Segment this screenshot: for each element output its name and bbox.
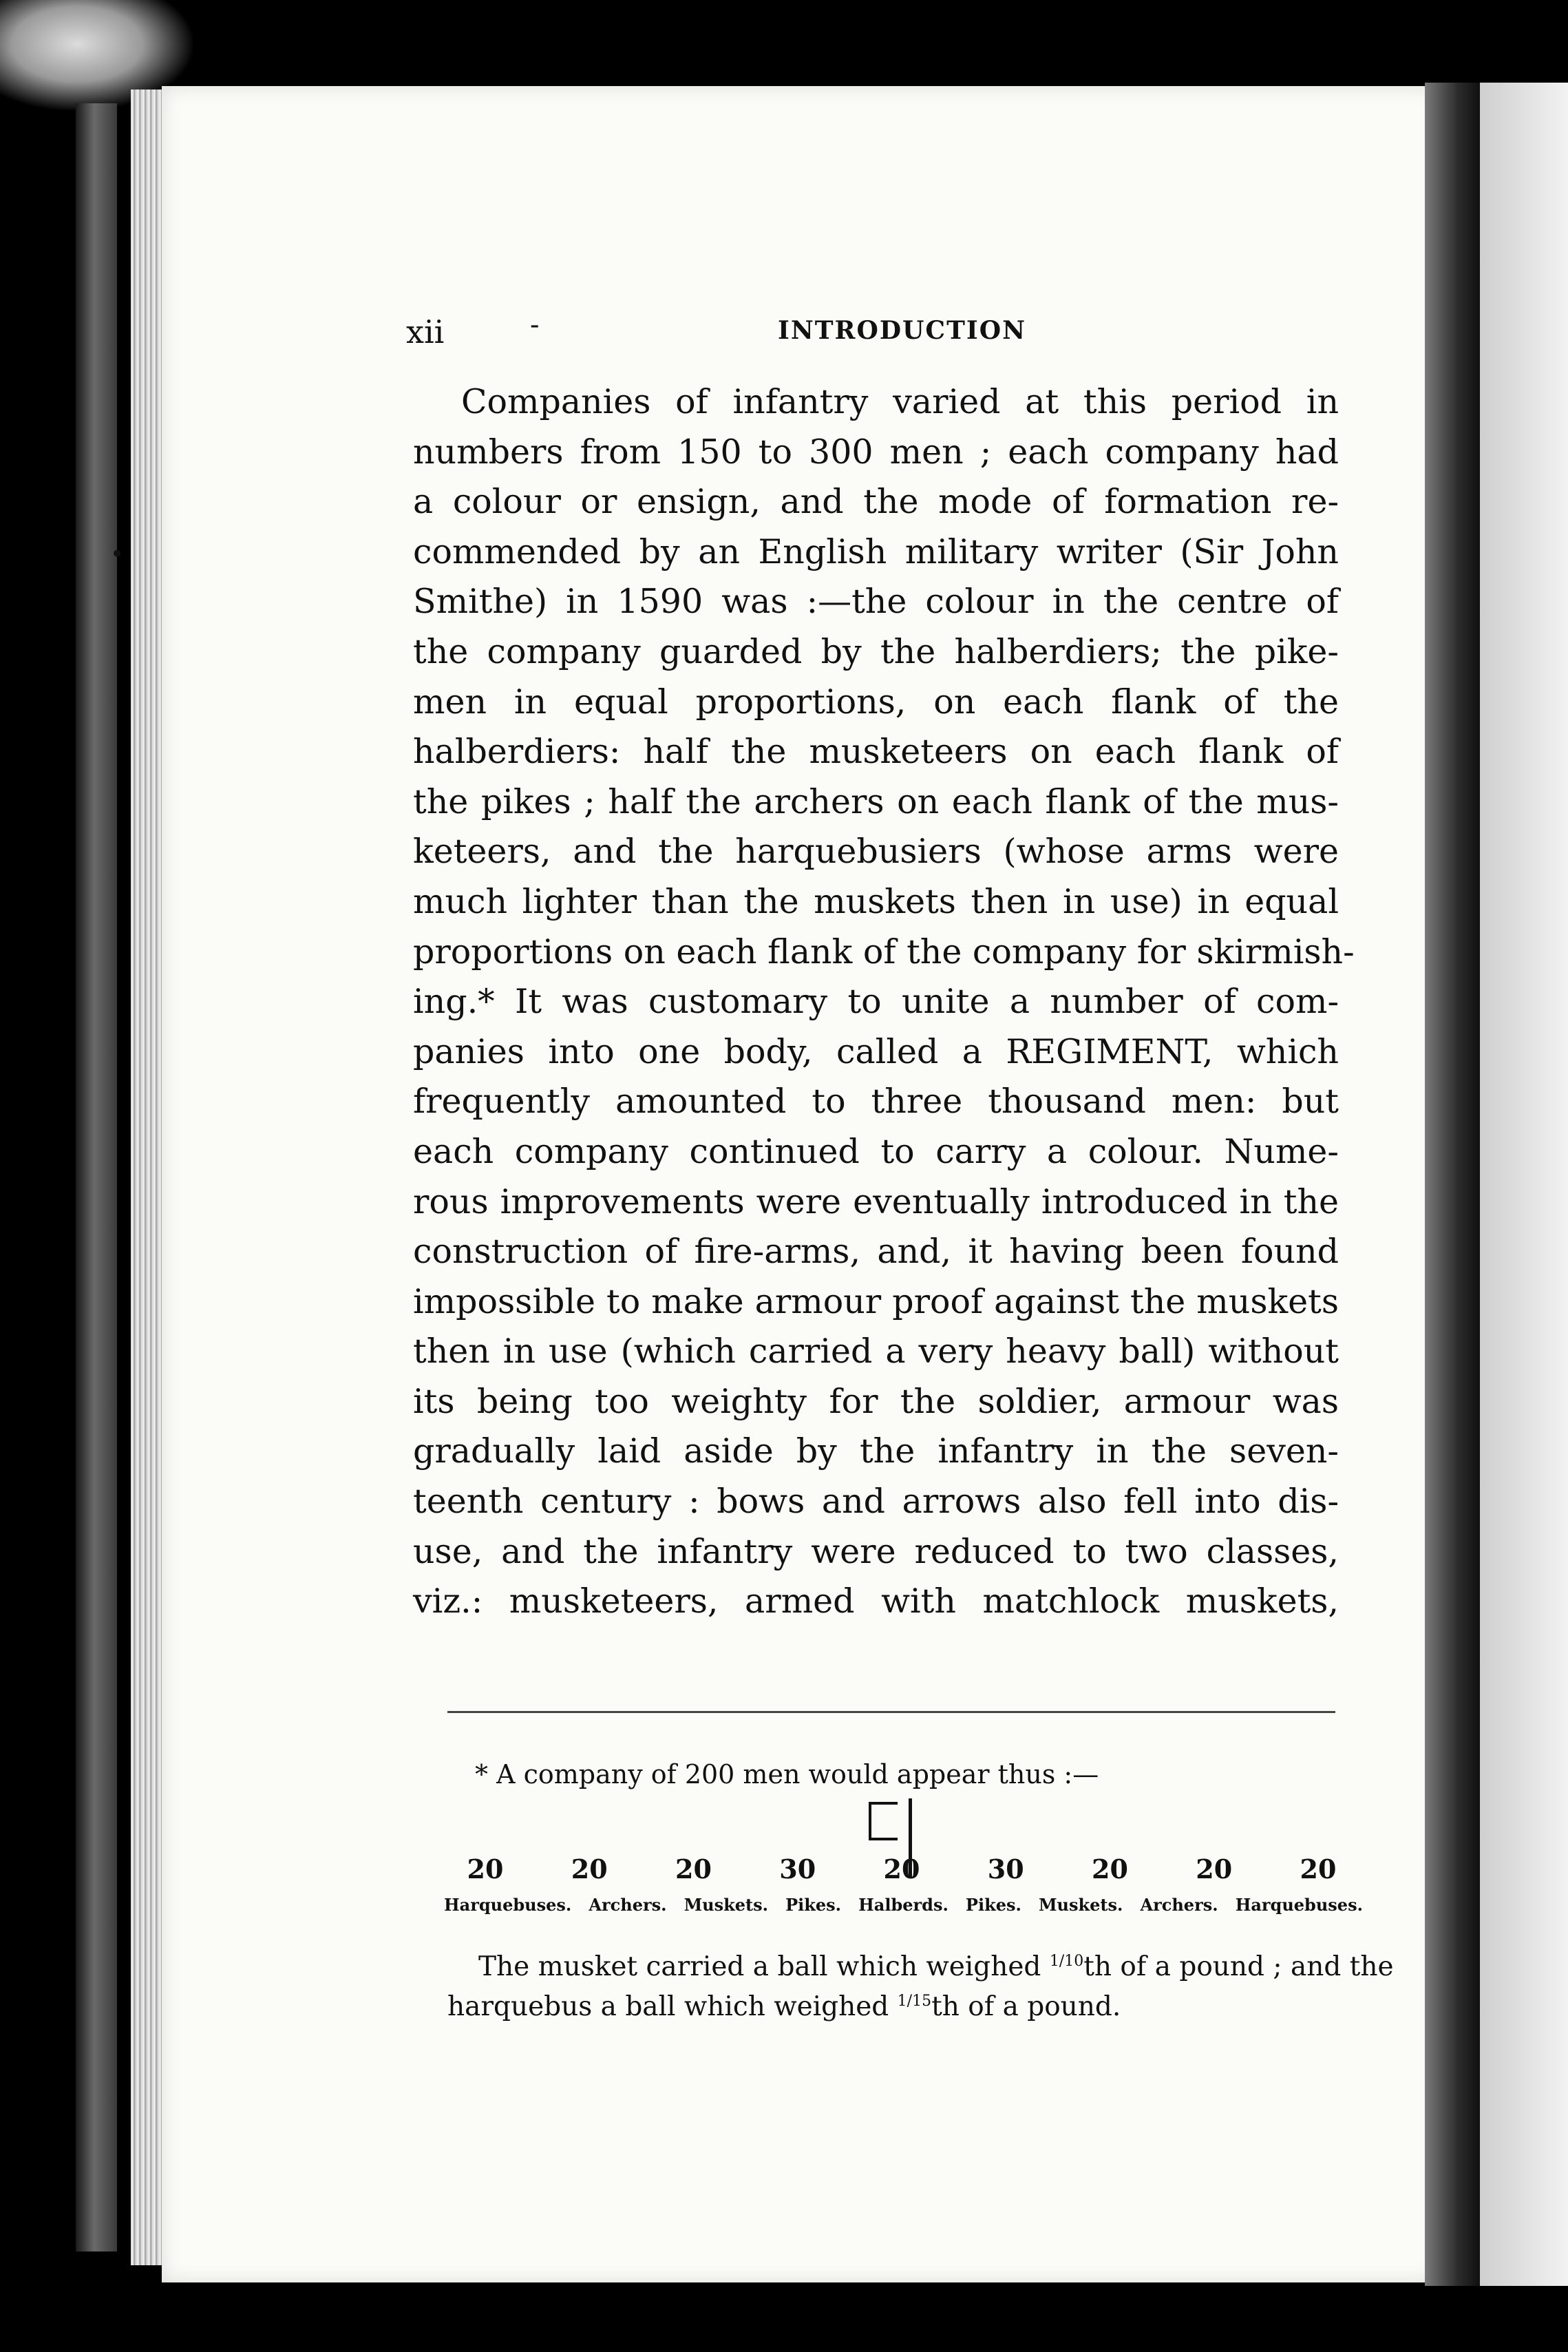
text-line: each company continued to carry a colour. Nume- (413, 1131, 1339, 1171)
running-head: INTRODUCTION (778, 316, 1026, 345)
formation-label: Harquebuses. (1235, 1895, 1363, 1915)
gutter-shadow (1425, 83, 1480, 2286)
formation-count: 30 (779, 1854, 816, 1884)
text-line: panies into one body, called a REGIMENT, which (413, 1031, 1339, 1071)
book-spine-shadow (76, 103, 117, 2251)
text-line: impossible to make armour proof against the muskets (413, 1281, 1339, 1321)
text-line: construction of fire-arms, and, it having been found (413, 1232, 1339, 1272)
text-line: then in use (which carried a very heavy ball) without (413, 1332, 1339, 1372)
adjacent-page-edge (1480, 83, 1568, 2286)
text-line: commended by an English military writer (Sir John (413, 532, 1339, 571)
footnote-rule (447, 1711, 1335, 1713)
footnote-line (447, 1982, 1370, 2022)
formation-labels (444, 1895, 1363, 1915)
footnote-note (447, 1942, 1394, 2022)
formation-counts (441, 1854, 1363, 1884)
text-line: halberdiers: half the musketeers on each flank of (413, 732, 1339, 772)
fraction: 1/10 (1049, 1953, 1084, 1970)
formation-label: Archers. (589, 1895, 667, 1915)
formation-label: Muskets. (684, 1895, 768, 1915)
page-header (406, 309, 1356, 355)
ensign-flag-icon (869, 1802, 898, 1840)
text-line: viz.: musketeers, armed with matchlock muskets, (413, 1582, 1339, 1621)
text-line: a colour or ensign, and the mode of formation re- (413, 482, 1339, 522)
formation-count: 20 (675, 1854, 712, 1884)
text-line: teenth century : bows and arrows also fell into dis- (413, 1482, 1339, 1522)
text-line: keteers, and the harquebusiers (whose arms were (413, 832, 1339, 872)
text-line: much lighter than the muskets then in use) in equal (413, 881, 1339, 921)
formation-count: 20 (467, 1854, 504, 1884)
text-line: proportions on each flank of the company for skirmish- (413, 932, 1355, 972)
text-line: its being too weighty for the soldier, armour was (413, 1381, 1339, 1421)
formation-label: Halberds. (858, 1895, 949, 1915)
text-line: Smithe) in 1590 was :—the colour in the centre of (413, 582, 1339, 622)
text-line: Companies of infantry varied at this period in (461, 382, 1339, 421)
footnote-text: th of a pound ; and the (1083, 1951, 1394, 1982)
text-line: frequently amounted to three thousand men: but (413, 1082, 1339, 1122)
formation-count: 20 (1300, 1854, 1337, 1884)
formation-count: 20 (1092, 1854, 1128, 1884)
text-line: rous improvements were eventually introduced in the (413, 1182, 1339, 1221)
formation-label: Muskets. (1038, 1895, 1123, 1915)
text-line: ing.* It was customary to unite a number of com- (413, 982, 1339, 1022)
text-line: the pikes ; half the archers on each flank of the mus- (413, 781, 1339, 821)
formation-label: Pikes. (965, 1895, 1021, 1915)
formation-label: Harquebuses. (444, 1895, 572, 1915)
page-number: xii (406, 313, 445, 350)
footnote-text: th of a pound. (931, 1991, 1121, 2022)
header-dash: - (530, 309, 540, 341)
text-line: the company guarded by the halberdiers; the pike- (413, 631, 1339, 671)
formation-count: 30 (987, 1854, 1024, 1884)
footnote-intro: * A company of 200 men would appear thus :— (475, 1759, 1099, 1789)
formation-count: 20 (571, 1854, 608, 1884)
footnote-line (447, 1942, 1394, 1982)
text-line: men in equal proportions, on each flank of the (413, 682, 1339, 722)
text-line: gradually laid aside by the infantry in the seven- (413, 1431, 1339, 1471)
formation-count: 20 (883, 1854, 920, 1884)
fraction: 1/15 (897, 1993, 932, 2010)
footnote-text: The musket carried a ball which weighed (478, 1951, 1050, 1982)
text-line: numbers from 150 to 300 men ; each company had (413, 432, 1339, 472)
formation-label: Archers. (1140, 1895, 1218, 1915)
margin-mark: • (110, 540, 125, 568)
body-text (413, 377, 1355, 1627)
footnote-text: harquebus a ball which weighed (447, 1991, 898, 2022)
formation-label: Pikes. (785, 1895, 842, 1915)
formation-count: 20 (1196, 1854, 1233, 1884)
text-line: use, and the infantry were reduced to two classes, (413, 1531, 1339, 1571)
